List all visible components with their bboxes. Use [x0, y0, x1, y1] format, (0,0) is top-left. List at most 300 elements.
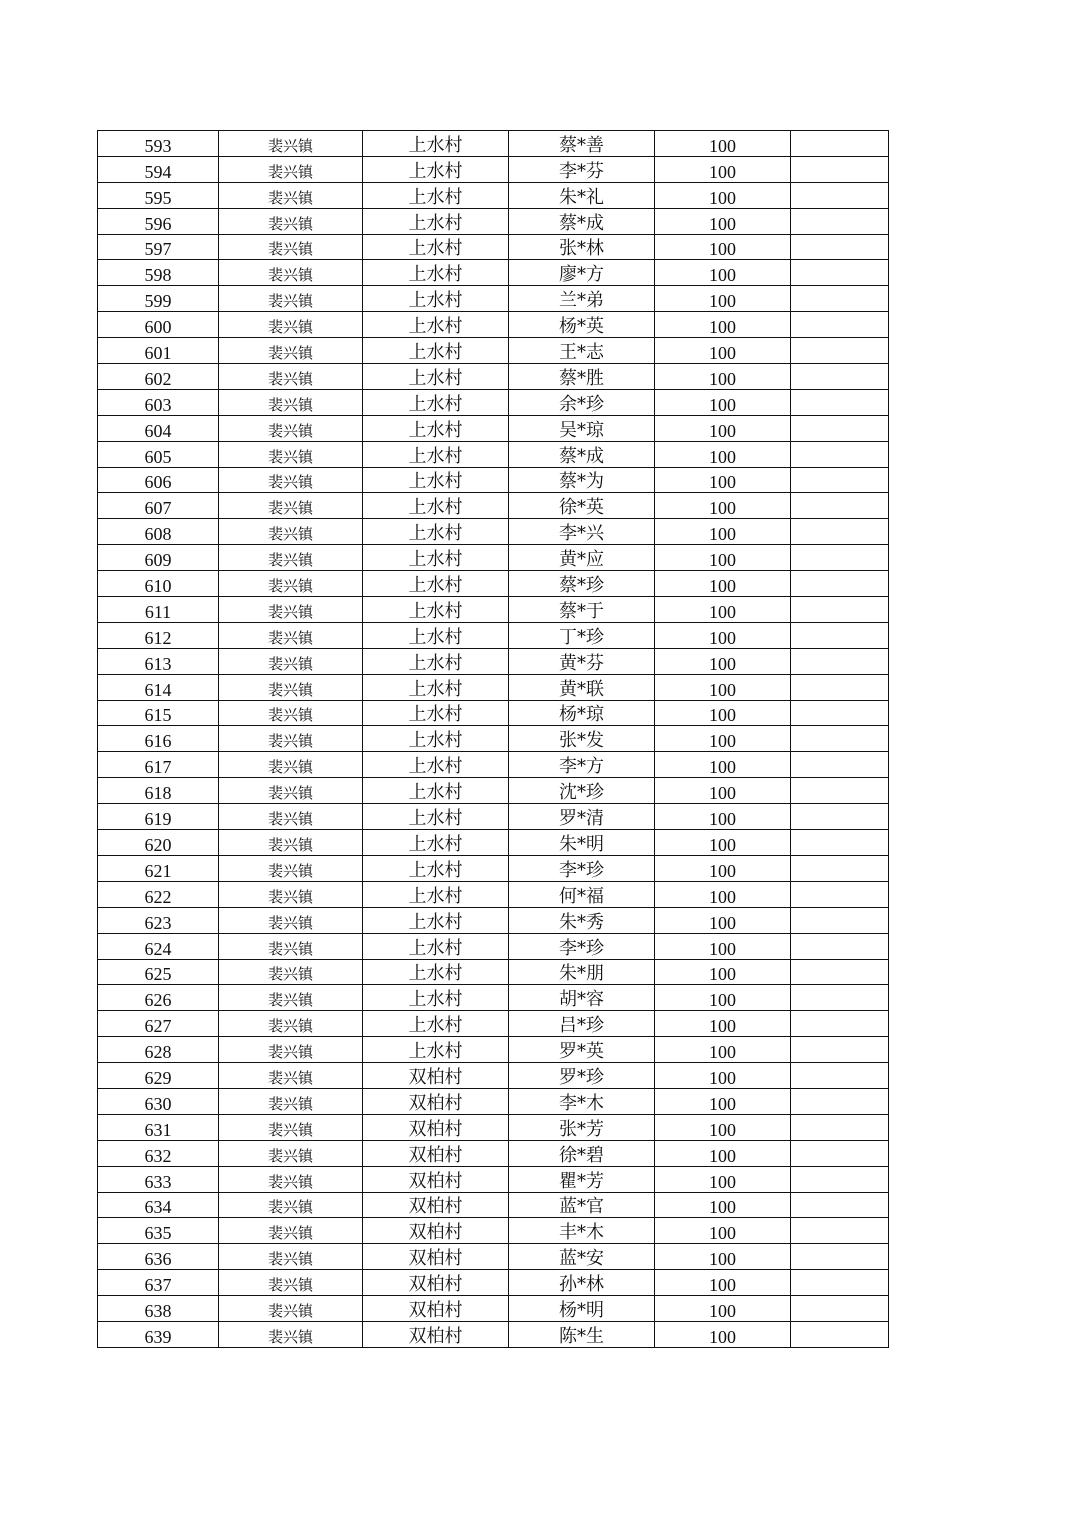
amount-cell: 100 [655, 1296, 791, 1322]
name-cell: 朱*秀 [509, 907, 655, 933]
name-cell: 蔡*珍 [509, 571, 655, 597]
table-row [98, 907, 889, 933]
name-cell: 罗*英 [509, 1037, 655, 1063]
no-cell: 605 [98, 441, 219, 467]
village-cell: 上水村 [363, 493, 509, 519]
village-cell: 上水村 [363, 622, 509, 648]
table-row [98, 648, 889, 674]
remark-cell [791, 545, 889, 571]
table-row [98, 389, 889, 415]
village-cell: 上水村 [363, 286, 509, 312]
remark-cell [791, 674, 889, 700]
name-cell: 李*木 [509, 1088, 655, 1114]
village-cell: 上水村 [363, 648, 509, 674]
table-row [98, 855, 889, 881]
table-row [98, 959, 889, 985]
table-row [98, 1140, 889, 1166]
amount-cell: 100 [655, 571, 791, 597]
name-cell: 张*发 [509, 726, 655, 752]
remark-cell [791, 234, 889, 260]
remark-cell [791, 778, 889, 804]
table-row [98, 1037, 889, 1063]
name-cell: 罗*珍 [509, 1063, 655, 1089]
name-cell: 兰*弟 [509, 286, 655, 312]
village-cell: 上水村 [363, 545, 509, 571]
village-cell: 上水村 [363, 182, 509, 208]
town-cell: 裴兴镇 [219, 1063, 363, 1089]
no-cell: 602 [98, 364, 219, 390]
town-cell: 裴兴镇 [219, 830, 363, 856]
town-cell: 裴兴镇 [219, 260, 363, 286]
name-cell: 丁*珍 [509, 622, 655, 648]
town-cell: 裴兴镇 [219, 286, 363, 312]
remark-cell [791, 1063, 889, 1089]
town-cell: 裴兴镇 [219, 389, 363, 415]
no-cell: 633 [98, 1166, 219, 1192]
village-cell: 双柏村 [363, 1321, 509, 1347]
village-cell: 上水村 [363, 338, 509, 364]
name-cell: 李*珍 [509, 855, 655, 881]
village-cell: 上水村 [363, 830, 509, 856]
amount-cell: 100 [655, 1140, 791, 1166]
table-row [98, 286, 889, 312]
name-cell: 蔡*成 [509, 441, 655, 467]
remark-cell [791, 1296, 889, 1322]
remark-cell [791, 752, 889, 778]
remark-cell [791, 208, 889, 234]
table-row [98, 933, 889, 959]
amount-cell: 100 [655, 286, 791, 312]
table-row [98, 1321, 889, 1347]
town-cell: 裴兴镇 [219, 622, 363, 648]
town-cell: 裴兴镇 [219, 985, 363, 1011]
table-row [98, 1192, 889, 1218]
village-cell: 双柏村 [363, 1270, 509, 1296]
amount-cell: 100 [655, 752, 791, 778]
village-cell: 上水村 [363, 804, 509, 830]
remark-cell [791, 1270, 889, 1296]
name-cell: 王*志 [509, 338, 655, 364]
town-cell: 裴兴镇 [219, 700, 363, 726]
no-cell: 594 [98, 156, 219, 182]
amount-cell: 100 [655, 338, 791, 364]
village-cell: 双柏村 [363, 1192, 509, 1218]
no-cell: 604 [98, 415, 219, 441]
table-row [98, 1296, 889, 1322]
village-cell: 上水村 [363, 959, 509, 985]
no-cell: 628 [98, 1037, 219, 1063]
no-cell: 609 [98, 545, 219, 571]
remark-cell [791, 855, 889, 881]
no-cell: 618 [98, 778, 219, 804]
name-cell: 蔡*胜 [509, 364, 655, 390]
remark-cell [791, 1192, 889, 1218]
town-cell: 裴兴镇 [219, 441, 363, 467]
name-cell: 吕*珍 [509, 1011, 655, 1037]
name-cell: 黄*芬 [509, 648, 655, 674]
no-cell: 632 [98, 1140, 219, 1166]
no-cell: 623 [98, 907, 219, 933]
town-cell: 裴兴镇 [219, 752, 363, 778]
amount-cell: 100 [655, 959, 791, 985]
name-cell: 徐*碧 [509, 1140, 655, 1166]
remark-cell [791, 622, 889, 648]
amount-cell: 100 [655, 545, 791, 571]
town-cell: 裴兴镇 [219, 1140, 363, 1166]
town-cell: 裴兴镇 [219, 182, 363, 208]
name-cell: 瞿*芳 [509, 1166, 655, 1192]
village-cell: 双柏村 [363, 1088, 509, 1114]
village-cell: 上水村 [363, 985, 509, 1011]
table-row [98, 545, 889, 571]
name-cell: 沈*珍 [509, 778, 655, 804]
no-cell: 626 [98, 985, 219, 1011]
name-cell: 孙*林 [509, 1270, 655, 1296]
remark-cell [791, 286, 889, 312]
village-cell: 上水村 [363, 260, 509, 286]
village-cell: 上水村 [363, 597, 509, 623]
no-cell: 629 [98, 1063, 219, 1089]
town-cell: 裴兴镇 [219, 907, 363, 933]
remark-cell [791, 830, 889, 856]
town-cell: 裴兴镇 [219, 312, 363, 338]
table-row [98, 467, 889, 493]
table-row [98, 182, 889, 208]
name-cell: 蔡*成 [509, 208, 655, 234]
no-cell: 612 [98, 622, 219, 648]
town-cell: 裴兴镇 [219, 1270, 363, 1296]
remark-cell [791, 985, 889, 1011]
table-row [98, 597, 889, 623]
no-cell: 614 [98, 674, 219, 700]
village-cell: 上水村 [363, 131, 509, 157]
amount-cell: 100 [655, 700, 791, 726]
remark-cell [791, 804, 889, 830]
no-cell: 606 [98, 467, 219, 493]
amount-cell: 100 [655, 1037, 791, 1063]
table-row [98, 234, 889, 260]
name-cell: 丰*木 [509, 1218, 655, 1244]
village-cell: 上水村 [363, 208, 509, 234]
amount-cell: 100 [655, 674, 791, 700]
no-cell: 608 [98, 519, 219, 545]
no-cell: 617 [98, 752, 219, 778]
name-cell: 廖*方 [509, 260, 655, 286]
town-cell: 裴兴镇 [219, 597, 363, 623]
name-cell: 朱*明 [509, 830, 655, 856]
table-row [98, 1011, 889, 1037]
remark-cell [791, 648, 889, 674]
no-cell: 615 [98, 700, 219, 726]
village-cell: 上水村 [363, 778, 509, 804]
name-cell: 罗*清 [509, 804, 655, 830]
name-cell: 杨*英 [509, 312, 655, 338]
no-cell: 637 [98, 1270, 219, 1296]
no-cell: 603 [98, 389, 219, 415]
no-cell: 599 [98, 286, 219, 312]
remark-cell [791, 881, 889, 907]
table-body [98, 131, 889, 1348]
remark-cell [791, 338, 889, 364]
name-cell: 李*方 [509, 752, 655, 778]
town-cell: 裴兴镇 [219, 234, 363, 260]
table-row [98, 1244, 889, 1270]
remark-cell [791, 519, 889, 545]
amount-cell: 100 [655, 1114, 791, 1140]
remark-cell [791, 1244, 889, 1270]
amount-cell: 100 [655, 726, 791, 752]
remark-cell [791, 1011, 889, 1037]
amount-cell: 100 [655, 648, 791, 674]
table-row [98, 752, 889, 778]
name-cell: 吴*琼 [509, 415, 655, 441]
town-cell: 裴兴镇 [219, 933, 363, 959]
no-cell: 634 [98, 1192, 219, 1218]
town-cell: 裴兴镇 [219, 1166, 363, 1192]
no-cell: 616 [98, 726, 219, 752]
table-row [98, 1063, 889, 1089]
remark-cell [791, 1114, 889, 1140]
amount-cell: 100 [655, 622, 791, 648]
town-cell: 裴兴镇 [219, 208, 363, 234]
table-row [98, 519, 889, 545]
table-row [98, 674, 889, 700]
table-row [98, 571, 889, 597]
name-cell: 杨*明 [509, 1296, 655, 1322]
amount-cell: 100 [655, 131, 791, 157]
village-cell: 双柏村 [363, 1140, 509, 1166]
remark-cell [791, 571, 889, 597]
remark-cell [791, 1088, 889, 1114]
town-cell: 裴兴镇 [219, 1011, 363, 1037]
town-cell: 裴兴镇 [219, 674, 363, 700]
name-cell: 杨*琼 [509, 700, 655, 726]
no-cell: 600 [98, 312, 219, 338]
no-cell: 601 [98, 338, 219, 364]
name-cell: 徐*英 [509, 493, 655, 519]
no-cell: 598 [98, 260, 219, 286]
remark-cell [791, 260, 889, 286]
remark-cell [791, 441, 889, 467]
table-row [98, 622, 889, 648]
no-cell: 596 [98, 208, 219, 234]
town-cell: 裴兴镇 [219, 778, 363, 804]
remark-cell [791, 312, 889, 338]
village-cell: 上水村 [363, 415, 509, 441]
amount-cell: 100 [655, 1321, 791, 1347]
village-cell: 上水村 [363, 881, 509, 907]
town-cell: 裴兴镇 [219, 959, 363, 985]
amount-cell: 100 [655, 312, 791, 338]
amount-cell: 100 [655, 208, 791, 234]
table-row [98, 778, 889, 804]
table-row [98, 441, 889, 467]
table-row [98, 364, 889, 390]
amount-cell: 100 [655, 182, 791, 208]
amount-cell: 100 [655, 597, 791, 623]
name-cell: 蓝*官 [509, 1192, 655, 1218]
amount-cell: 100 [655, 260, 791, 286]
table-row [98, 881, 889, 907]
town-cell: 裴兴镇 [219, 131, 363, 157]
village-cell: 上水村 [363, 156, 509, 182]
no-cell: 610 [98, 571, 219, 597]
village-cell: 双柏村 [363, 1218, 509, 1244]
amount-cell: 100 [655, 985, 791, 1011]
no-cell: 621 [98, 855, 219, 881]
amount-cell: 100 [655, 907, 791, 933]
no-cell: 638 [98, 1296, 219, 1322]
table-row [98, 1166, 889, 1192]
village-cell: 双柏村 [363, 1114, 509, 1140]
no-cell: 620 [98, 830, 219, 856]
amount-cell: 100 [655, 441, 791, 467]
amount-cell: 100 [655, 1063, 791, 1089]
village-cell: 双柏村 [363, 1166, 509, 1192]
remark-cell [791, 1166, 889, 1192]
village-cell: 上水村 [363, 389, 509, 415]
amount-cell: 100 [655, 778, 791, 804]
village-cell: 上水村 [363, 1011, 509, 1037]
amount-cell: 100 [655, 467, 791, 493]
amount-cell: 100 [655, 1088, 791, 1114]
village-cell: 上水村 [363, 907, 509, 933]
table-row [98, 985, 889, 1011]
village-cell: 上水村 [363, 571, 509, 597]
town-cell: 裴兴镇 [219, 1114, 363, 1140]
no-cell: 630 [98, 1088, 219, 1114]
remark-cell [791, 1321, 889, 1347]
town-cell: 裴兴镇 [219, 1192, 363, 1218]
town-cell: 裴兴镇 [219, 1088, 363, 1114]
name-cell: 蔡*为 [509, 467, 655, 493]
no-cell: 627 [98, 1011, 219, 1037]
town-cell: 裴兴镇 [219, 1037, 363, 1063]
table-row [98, 260, 889, 286]
town-cell: 裴兴镇 [219, 571, 363, 597]
amount-cell: 100 [655, 1192, 791, 1218]
name-cell: 胡*容 [509, 985, 655, 1011]
remark-cell [791, 959, 889, 985]
name-cell: 张*芳 [509, 1114, 655, 1140]
town-cell: 裴兴镇 [219, 855, 363, 881]
town-cell: 裴兴镇 [219, 415, 363, 441]
town-cell: 裴兴镇 [219, 881, 363, 907]
no-cell: 595 [98, 182, 219, 208]
name-cell: 蓝*安 [509, 1244, 655, 1270]
name-cell: 陈*生 [509, 1321, 655, 1347]
town-cell: 裴兴镇 [219, 493, 363, 519]
remark-cell [791, 933, 889, 959]
no-cell: 622 [98, 881, 219, 907]
remark-cell [791, 389, 889, 415]
table-row [98, 830, 889, 856]
no-cell: 625 [98, 959, 219, 985]
no-cell: 597 [98, 234, 219, 260]
village-cell: 上水村 [363, 312, 509, 338]
town-cell: 裴兴镇 [219, 726, 363, 752]
village-cell: 双柏村 [363, 1063, 509, 1089]
remark-cell [791, 1140, 889, 1166]
name-cell: 蔡*于 [509, 597, 655, 623]
village-cell: 上水村 [363, 752, 509, 778]
table-row [98, 415, 889, 441]
amount-cell: 100 [655, 1218, 791, 1244]
beneficiary-table [97, 130, 889, 1348]
town-cell: 裴兴镇 [219, 467, 363, 493]
amount-cell: 100 [655, 519, 791, 545]
village-cell: 双柏村 [363, 1244, 509, 1270]
table-row [98, 726, 889, 752]
amount-cell: 100 [655, 389, 791, 415]
amount-cell: 100 [655, 234, 791, 260]
town-cell: 裴兴镇 [219, 1321, 363, 1347]
name-cell: 蔡*善 [509, 131, 655, 157]
remark-cell [791, 726, 889, 752]
remark-cell [791, 493, 889, 519]
table-row [98, 1088, 889, 1114]
no-cell: 607 [98, 493, 219, 519]
village-cell: 双柏村 [363, 1296, 509, 1322]
table-row [98, 700, 889, 726]
village-cell: 上水村 [363, 674, 509, 700]
village-cell: 上水村 [363, 467, 509, 493]
village-cell: 上水村 [363, 441, 509, 467]
town-cell: 裴兴镇 [219, 519, 363, 545]
town-cell: 裴兴镇 [219, 648, 363, 674]
no-cell: 624 [98, 933, 219, 959]
amount-cell: 100 [655, 364, 791, 390]
amount-cell: 100 [655, 881, 791, 907]
no-cell: 639 [98, 1321, 219, 1347]
remark-cell [791, 415, 889, 441]
village-cell: 上水村 [363, 700, 509, 726]
table-row [98, 1218, 889, 1244]
town-cell: 裴兴镇 [219, 545, 363, 571]
name-cell: 朱*礼 [509, 182, 655, 208]
name-cell: 黄*联 [509, 674, 655, 700]
amount-cell: 100 [655, 156, 791, 182]
remark-cell [791, 467, 889, 493]
table-row [98, 493, 889, 519]
no-cell: 593 [98, 131, 219, 157]
remark-cell [791, 156, 889, 182]
table-row [98, 804, 889, 830]
no-cell: 631 [98, 1114, 219, 1140]
name-cell: 何*福 [509, 881, 655, 907]
village-cell: 上水村 [363, 234, 509, 260]
village-cell: 上水村 [363, 933, 509, 959]
table-row [98, 312, 889, 338]
amount-cell: 100 [655, 830, 791, 856]
name-cell: 李*珍 [509, 933, 655, 959]
table-row [98, 208, 889, 234]
amount-cell: 100 [655, 1011, 791, 1037]
town-cell: 裴兴镇 [219, 1218, 363, 1244]
village-cell: 上水村 [363, 364, 509, 390]
amount-cell: 100 [655, 493, 791, 519]
amount-cell: 100 [655, 415, 791, 441]
no-cell: 635 [98, 1218, 219, 1244]
town-cell: 裴兴镇 [219, 1296, 363, 1322]
name-cell: 李*芬 [509, 156, 655, 182]
name-cell: 张*林 [509, 234, 655, 260]
remark-cell [791, 131, 889, 157]
town-cell: 裴兴镇 [219, 1244, 363, 1270]
remark-cell [791, 700, 889, 726]
amount-cell: 100 [655, 1244, 791, 1270]
remark-cell [791, 1037, 889, 1063]
